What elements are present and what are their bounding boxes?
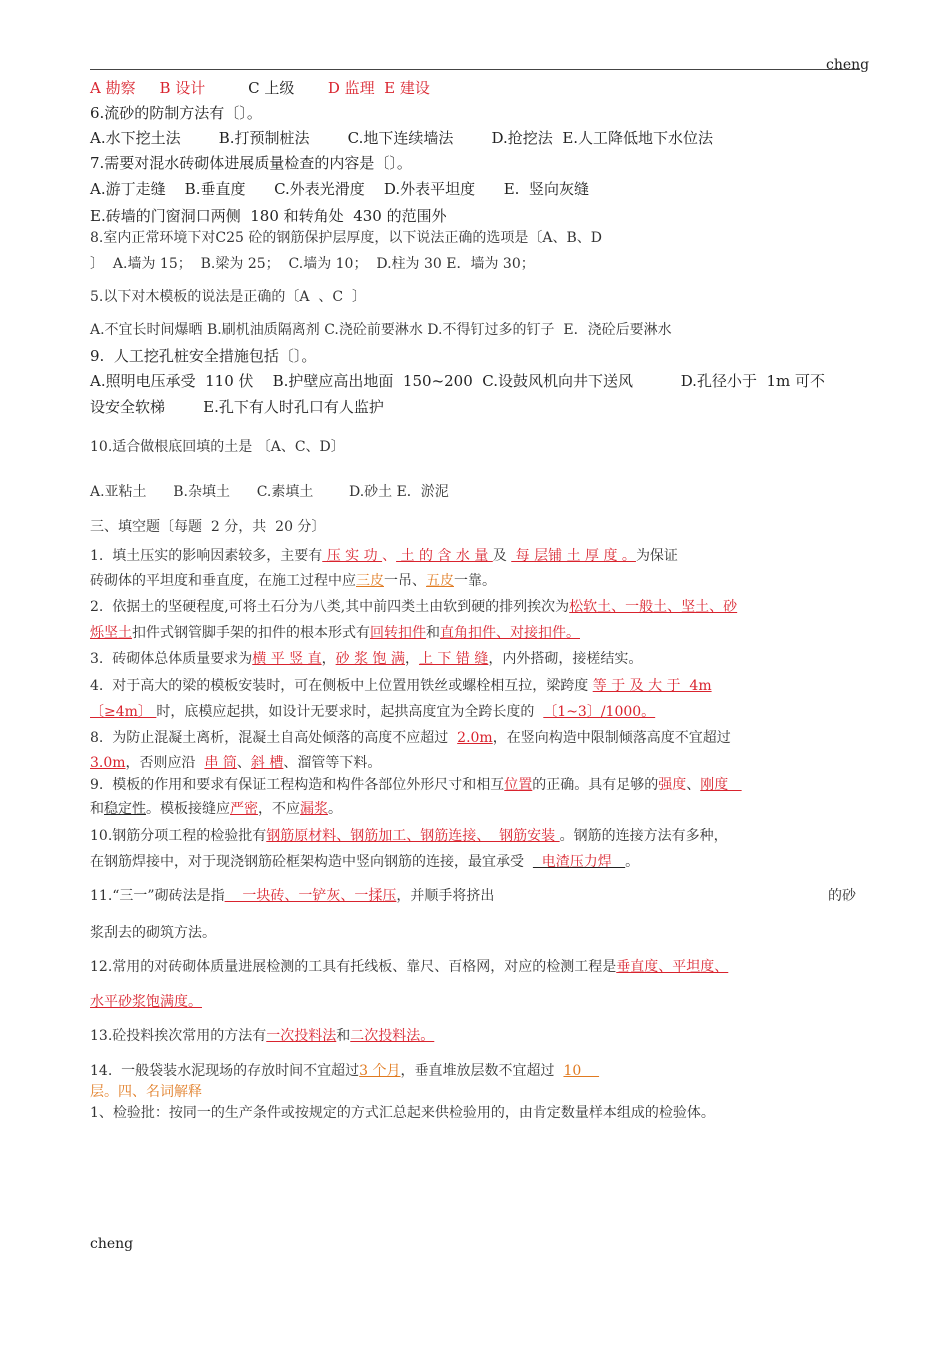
fill-11-line2: 浆刮去的砌筑方法。 [90,925,216,941]
fill-12-line2 [90,992,202,1012]
fill-8-line1: 8. 为防止混凝土离析，混凝土自高处倾落的高度不应超过 2.0m，在竖向构造中限制倾落高度不宜超过 [90,730,731,746]
answer: 刚度 [700,777,742,793]
fill-2-line2: 烁坚土扣件式钢管脚手架的扣件的根本形式有回转扣件和直角扣件、对接扣件。 [90,625,580,641]
q7-options-1: A.游丁走缝 B.垂直度 C.外表光滑度 D.外表平坦度 E. 竖向灰缝 [90,180,589,198]
q6-stem: 6.流砂的防制方法有〔〕。 [90,104,262,122]
answer: 二次投料法。 [350,1028,435,1044]
answer: 五皮 [426,573,454,589]
answer: 水平砂浆饱满度。 [90,994,202,1010]
answer: 2.0m [457,730,493,746]
option-a: A 勘察 [90,79,136,97]
header-rule [90,69,860,70]
q10-options: A.亚粘土 B.杂填土 C.素填土 D.砂土 E．淤泥 [90,484,449,500]
fill-14-line1: 14. 一般袋装水泥现场的存放时间不宜超过3 个月，垂直堆放层数不宜超过 10 [90,1063,600,1079]
answer: 漏浆 [300,801,328,817]
answer: 松软土、一般土、坚土、砂 [569,599,738,615]
answer: 压 实 功 [322,548,383,564]
answer: 10 [563,1063,600,1079]
answer: 回转扣件 [370,625,426,641]
answer: 砂 浆 饱 满 [335,651,405,667]
fill-11-tail: 的砂 [828,888,856,904]
q6-options: A.水下挖土法 B.打预制桩法 C.地下连续墙法 D.抢挖法 E.人工降低地下水位法 [90,129,714,147]
answer: 一块砖、一铲灰、一揉压 [224,888,397,904]
fill-1-line1: 1. 填土压实的影响因素较多，主要有 压 实 功 、 土 的 含 水 量 及 每 层铺 土 厚 度 。为保证 [90,548,678,564]
option-e: E 建设 [384,79,430,97]
answer: 〔≥4m〕 [90,704,157,720]
answer: 3.0m [90,755,126,771]
q8-line1: 8.室内正常环境下对C25 砼的钢筋保护层厚度，以下说法正确的选项是〔A、B、D [90,230,602,246]
answer: 三皮 [356,573,384,589]
q7-options-2: E.砖墙的门窗洞口两侧 180 和转角处 430 的范围外 [90,207,447,225]
fill-12-line1: 12.常用的对砖砌体质量进展检测的工具有托线板、靠尺、百格网，对应的检测工程是垂直度、平坦度、 [90,959,729,975]
answer: 一次投料法 [266,1028,337,1044]
answer: 垂直度、平坦度、 [616,959,729,975]
q9-line1: A.照明电压承受 110 伏 B.护壁应高出地面 150~200 C.设鼓风机向井下送风 D.孔径小于 1m 可不 [90,372,826,390]
option-d: D 监理 [327,79,375,97]
answer: 每 层铺 土 厚 度 。 [511,548,636,564]
fill-4-line2: 〔≥4m〕 时，底模应起拱，如设计无要求时，起拱高度宜为全跨长度的 〔1~3〕/1000。 [90,704,656,720]
fill-11-line1: 11.“三一”砌砖法是指 一块砖、一铲灰、一揉压，并顺手将挤出 [90,888,495,904]
answer: 烁坚土 [90,625,132,641]
q9-stem: 9. 人工挖孔桩安全措施包括〔〕。 [90,347,317,365]
answer: 严密 [230,801,258,817]
answer: 土 的 含 水 量 [396,548,493,564]
definition-item-1: 1、检验批：按同一的生产条件或按规定的方式汇总起来供检验用的，由肯定数量样本组成的检验体。 [90,1105,715,1121]
answer: 强度 [658,777,687,793]
fill-4-line1: 4. 对于高大的梁的模板安装时，可在侧板中上位置用铁丝或螺栓相互拉，梁跨度 等 于 及 大 于 4m [90,678,712,694]
page-header-text: cheng [826,57,870,73]
fill-3-line: 3. 砖砌体总体质量要求为横 平 竖 直，砂 浆 饱 满，上 下 错 缝，内外搭砌，接槎结实。 [90,651,643,667]
answer: 〔1~3〕/1000。 [543,704,656,720]
answer: 等 于 及 大 于 4m [592,678,712,694]
answer: 钢筋原材料、钢筋加工、钢筋连接、 钢筋安装 [266,828,560,844]
fill-9-line1: 9. 模板的作用和要求有保证工程构造和构件各部位外形尺寸和相互位置的正确。具有足够的强度、刚度 [90,777,742,793]
option-c: C 上级 [248,79,295,97]
q5-options [90,78,430,98]
answer: 串 筒 [204,755,237,771]
page-footer-text: cheng [90,1236,134,1252]
fill-10-line2: 在钢筋焊接中，对于现浇钢筋砼框架构造中竖向钢筋的连接，最宜承受 电渣压力焊 。 [90,854,640,870]
answer: 电渣压力焊 [532,854,626,870]
answer: 位置 [504,777,533,793]
fill-2-line1: 2. 依据土的坚硬程度,可将土石分为八类,其中前四类土由软到硬的排列挨次为松软土、一般土、坚土、砂 [90,599,738,615]
fill-8-line2: 3.0m，否则应沿 串 筒、斜 槽、溜管等下料。 [90,755,382,771]
fill-14-line2: 层。四、名词解释 [90,1084,202,1100]
fill-1-line2: 砖砌体的平坦度和垂直度，在施工过程中应三皮一吊、五皮一靠。 [90,573,496,589]
fill-13-line: 13.砼投料挨次常用的方法有一次投料法和二次投料法。 [90,1028,435,1044]
answer: 直角扣件、对接扣件。 [440,625,580,641]
q10-stem: 10.适合做根底回填的土是 〔A、C、D〕 [90,439,345,455]
option-b: B 设计 [159,79,206,97]
answer: 3 个月 [359,1063,401,1079]
q7-stem: 7.需要对混水砖砌体进展质量检查的内容是〔〕。 [90,154,412,172]
answer: 斜 槽 [250,755,284,771]
fill-10-line1: 10.钢筋分项工程的检验批有钢筋原材料、钢筋加工、钢筋连接、 钢筋安装 。钢筋的连接方法有多种， [90,828,728,844]
fill-9-line2: 和稳定性。模板接缝应严密，不应漏浆。 [90,801,342,817]
section-title-fill-in: 三、填空题〔每题 2 分，共 20 分〕 [90,519,326,535]
answer: 稳定性 [104,801,146,817]
q8-line2: 〕 A.墙为 15； B.梁为 25； C.墙为 10； D.柱为 30 E．墙为 30； [90,256,535,272]
q5b-options: A.不宜长时间爆晒 B.刷机油质隔离剂 C.浇砼前要淋水 D.不得钉过多的钉子 E．浇砼后要淋水 [90,322,672,338]
q5b-stem: 5.以下对木模板的说法是正确的〔A 、C 〕 [90,289,366,305]
q9-line2: 设安全软梯 E.孔下有人时孔口有人监护 [90,398,384,416]
answer: 上 下 错 缝 [418,651,489,667]
answer: 横 平 竖 直 [252,651,322,667]
